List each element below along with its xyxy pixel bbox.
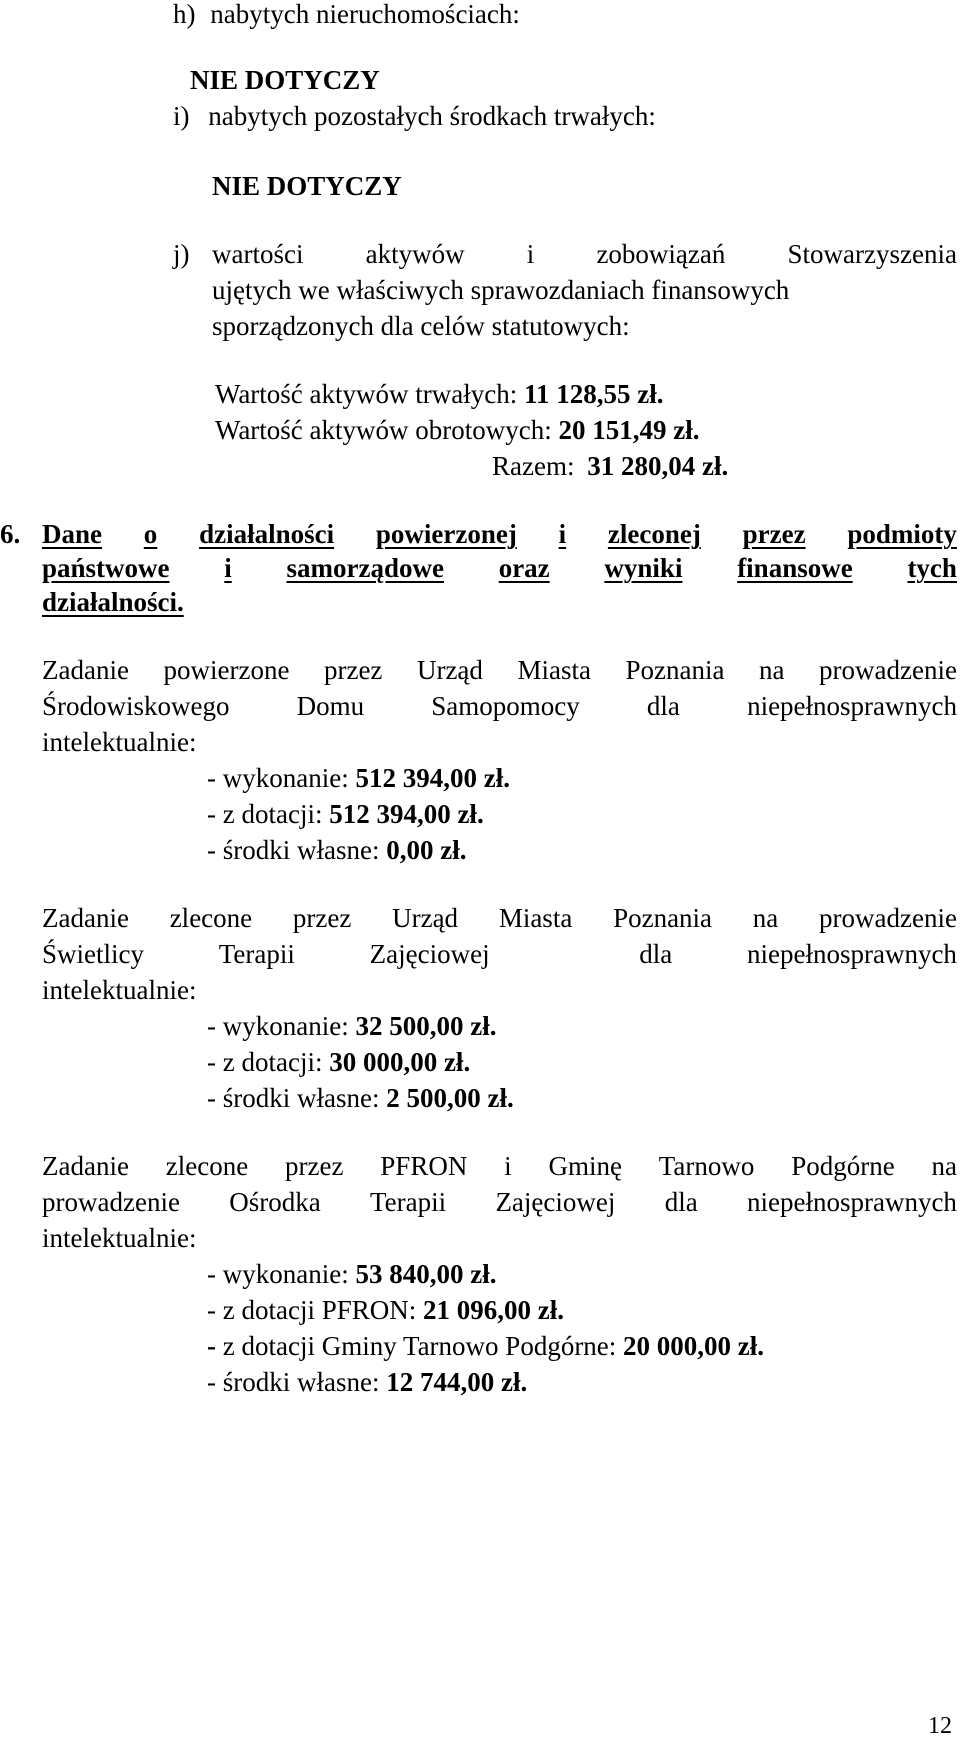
total-value: 31 280,04 zł.	[587, 451, 729, 481]
word: wyniki	[604, 553, 683, 583]
section-h-text: nabytych nieruchomościach:	[210, 0, 520, 29]
section-i-text: nabytych pozostałych środkach trwałych:	[208, 101, 656, 131]
section-6-heading-line2	[42, 550, 957, 587]
word: Poznania	[613, 903, 713, 933]
word: na	[931, 1151, 957, 1181]
word: powierzone	[163, 655, 290, 685]
total-label: Razem:	[492, 451, 575, 481]
task3-item-own-funds	[207, 1364, 527, 1401]
item-value: 53 840,00 zł.	[355, 1259, 497, 1289]
section-6-heading-line1	[42, 516, 957, 553]
word: aktywów	[365, 239, 465, 269]
section-i-label: i)	[173, 101, 190, 131]
word: Poznania	[625, 655, 725, 685]
word: Miasta	[498, 903, 573, 933]
word: Ośrodka	[229, 1187, 321, 1217]
word: Samopomocy	[431, 691, 580, 721]
word: prowadzenie	[42, 1187, 180, 1217]
word: niepełnosprawnych	[747, 1187, 957, 1217]
task1-item-execution	[207, 760, 510, 797]
task3-line3: intelektualnie:	[42, 1223, 197, 1253]
task1-line2	[42, 688, 957, 725]
word: Dane	[42, 519, 102, 549]
task2-line1	[42, 900, 957, 937]
item-value: 512 394,00 zł.	[329, 799, 484, 829]
word: Zadanie	[42, 1151, 129, 1181]
word: i	[558, 519, 567, 549]
current-assets-row	[215, 412, 700, 449]
word: prowadzenie	[819, 903, 957, 933]
item-value: 12 744,00 zł.	[386, 1367, 528, 1397]
section-h-label: h)	[173, 0, 196, 29]
word: zleconej	[607, 519, 701, 549]
word: zobowiązań	[596, 239, 726, 269]
word: zlecone	[165, 1151, 249, 1181]
word: Środowiskowego	[42, 691, 230, 721]
item-label: wykonanie:	[216, 1259, 349, 1289]
word: Zadanie	[42, 655, 129, 685]
word: Urząd	[392, 903, 459, 933]
page-number: 12	[928, 1713, 952, 1739]
word: Tarnowo	[658, 1151, 755, 1181]
item-dash: -	[207, 1331, 216, 1361]
word: przez	[285, 1151, 344, 1181]
section-j-line1	[212, 236, 957, 273]
item-value: 512 394,00 zł.	[355, 763, 510, 793]
section-i-line	[173, 98, 656, 135]
item-value: 0,00 zł.	[386, 835, 467, 865]
task2-line3: intelektualnie:	[42, 975, 197, 1005]
word: na	[752, 903, 779, 933]
word: Domu	[296, 691, 365, 721]
word: Urząd	[416, 655, 483, 685]
word: na	[759, 655, 785, 685]
current-assets-value: 20 151,49 zł.	[558, 415, 700, 445]
word: powierzonej	[375, 519, 517, 549]
task1-item-own-funds	[207, 832, 466, 869]
task2-item-grant	[207, 1044, 470, 1081]
task3-line1	[42, 1148, 957, 1185]
word: wartości	[212, 239, 304, 269]
word: Stowarzyszenia	[787, 239, 957, 269]
word: Terapii	[218, 939, 295, 969]
task3-item-pfron-grant	[207, 1292, 564, 1329]
section-j-line2: ujętych we właściwych sprawozdaniach finansowych	[212, 275, 790, 305]
current-assets-label: Wartość aktywów obrotowych:	[215, 415, 552, 445]
word: Zajęciowej	[495, 1187, 616, 1217]
task1-item-grant	[207, 796, 484, 833]
item-value: 32 500,00 zł.	[355, 1011, 497, 1041]
word: i	[224, 553, 232, 583]
word: przez	[323, 655, 383, 685]
word: przez	[292, 903, 352, 933]
section-6-number: 6.	[0, 519, 21, 549]
word: oraz	[498, 553, 550, 583]
word: Terapii	[370, 1187, 447, 1217]
word: dla	[646, 691, 680, 721]
section-h-line	[173, 0, 520, 33]
word: niepełnosprawnych	[747, 691, 957, 721]
section-6-heading-line3: działalności.	[42, 587, 184, 617]
item-label: - wykonanie:	[207, 1011, 349, 1041]
section-j-label: j)	[173, 239, 190, 269]
word: Świetlicy	[42, 939, 144, 969]
word: finansowe	[737, 553, 853, 583]
word: prowadzenie	[819, 655, 957, 685]
task2-line2	[42, 936, 957, 973]
item-label: z dotacji Gminy Tarnowo Podgórne:	[216, 1331, 617, 1361]
word: i	[504, 1151, 512, 1181]
task2-item-own-funds	[207, 1080, 514, 1117]
section-j-line3: sporządzonych dla celów statutowych:	[212, 311, 630, 341]
item-label: - środki własne:	[207, 835, 380, 865]
word: Podgórne	[791, 1151, 895, 1181]
fixed-assets-value: 11 128,55 zł.	[523, 379, 664, 409]
word: państwowe	[42, 553, 170, 583]
word: podmioty	[847, 519, 957, 549]
section-h-status: NIE DOTYCZY	[190, 65, 380, 95]
item-value: 20 000,00 zł.	[623, 1331, 765, 1361]
word: przez	[742, 519, 806, 549]
word: PFRON	[380, 1151, 468, 1181]
item-label: środki własne:	[216, 1367, 380, 1397]
item-label: - z dotacji:	[207, 799, 323, 829]
item-value: 30 000,00 zł.	[329, 1047, 471, 1077]
task3-line2	[42, 1184, 957, 1221]
word: dla	[639, 939, 673, 969]
word: dla	[664, 1187, 698, 1217]
word: samorządowe	[286, 553, 444, 583]
item-dash: -	[207, 1367, 216, 1397]
word: Zajęciowej	[369, 939, 490, 969]
task1-line3: intelektualnie:	[42, 727, 197, 757]
word: działalności	[199, 519, 335, 549]
task2-item-execution	[207, 1008, 496, 1045]
word: tych	[907, 553, 957, 583]
word: Zadanie	[42, 903, 129, 933]
word: niepełnosprawnych	[747, 939, 957, 969]
word: Gminę	[548, 1151, 622, 1181]
item-label: - z dotacji:	[207, 1047, 323, 1077]
item-label: z dotacji PFRON:	[216, 1295, 417, 1325]
item-value: 2 500,00 zł.	[386, 1083, 514, 1113]
word: Miasta	[517, 655, 591, 685]
item-dash: -	[207, 1295, 216, 1325]
fixed-assets-label: Wartość aktywów trwałych:	[215, 379, 518, 409]
fixed-assets-row	[215, 376, 663, 413]
total-row	[492, 448, 728, 485]
word: o	[143, 519, 158, 549]
item-dash: -	[207, 1259, 216, 1289]
section-i-status: NIE DOTYCZY	[212, 171, 402, 201]
item-value: 21 096,00 zł.	[423, 1295, 564, 1325]
word: i	[526, 239, 535, 269]
task1-line1	[42, 652, 957, 689]
task3-item-execution	[207, 1256, 496, 1293]
word: zlecone	[169, 903, 253, 933]
task3-item-gmina-grant	[207, 1328, 764, 1365]
item-label: - wykonanie:	[207, 763, 349, 793]
item-label: - środki własne:	[207, 1083, 380, 1113]
